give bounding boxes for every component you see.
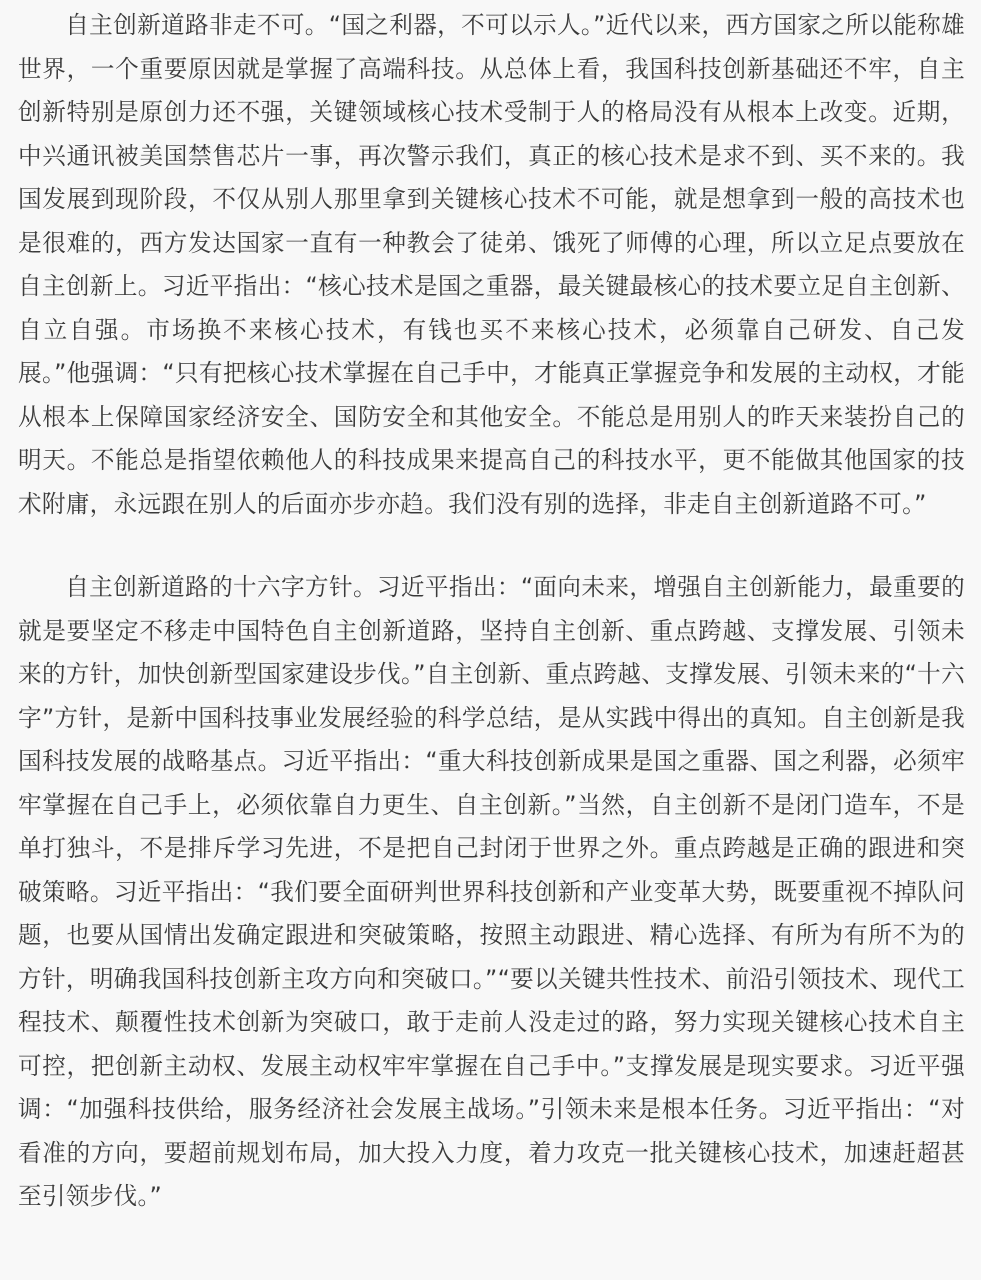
paragraph-1: 自主创新道路非走不可。“国之利器，不可以示人。”近代以来，西方国家之所以能称雄世界，一个重要原因就是掌握了高端科技。从总体上看，我国科技创新基础还不牢，自主创新特别是原创力还不强，关键领域核心技术受制于人的格局没有从根本上改变。近期，中兴通讯被美国禁售芯片一事，再次警示我们，真正的核心技术是求不到、买不来的。我国发展到现阶段，不仅从别人那里拿到关键核心技术不可能，就是想拿到一般的高技术也是很难的，西方发达国家一直有一种教会了徒弟、饿死了师傅的心理，所以立足点要放在自主创新上。习近平指出：“核心技术是国之重器，最关键最核心的技术要立足自主创新、自立自强。市场换不来核心技术，有钱也买不来核心技术，必须靠自己研发、自己发展。”他强调：“只有把核心技术掌握在自己手中，才能真正掌握竞争和发展的主动权，才能从根本上保障国家经济安全、国防安全和其他安全。不能总是用别人的昨天来装扮自己的明天。不能总是指望依赖他人的科技成果来提高自己的科技水平，更不能做其他国家的技术附庸，永远跟在别人的后面亦步亦趋。我们没有别的选择，非走自主创新道路不可。” bbox=[18, 11, 965, 518]
paragraph-2: 自主创新道路的十六字方针。习近平指出：“面向未来，增强自主创新能力，最重要的就是要坚定不移走中国特色自主创新道路，坚持自主创新、重点跨越、支撑发展、引领未来的方针，加快创新型国家建设步伐。”自主创新、重点跨越、支撑发展、引领未来的“十六字”方针，是新中国科技事业发展经验的科学总结，是从实践中得出的真知。自主创新是我国科技发展的战略基点。习近平指出：“重大科技创新成果是国之重器、国之利器，必须牢牢掌握在自己手上，必须依靠自力更生、自主创新。”当然，自主创新不是闭门造车，不是单打独斗，不是排斥学习先进，不是把自己封闭于世界之外。重点跨越是正确的跟进和突破策略。习近平指出：“我们要全面研判世界科技创新和产业变革大势，既要重视不掉队问题，也要从国情出发确定跟进和突破策略，按照主动跟进、精心选择、有所为有所不为的方针，明确我国科技创新主攻方向和突破口。”“要以关键共性技术、前沿引领技术、现代工程技术、颠覆性技术创新为突破口，敢于走前人没走过的路，努力实现关键核心技术自主可控，把创新主动权、发展主动权牢牢掌握在自己手中。”支撑发展是现实要求。习近平强调：“加强科技供给，服务经济社会发展主战场。”引领未来是根本任务。习近平指出：“对看准的方向，要超前规划布局，加大投入力度，着力攻克一批关键核心技术，加速赶超甚至引领步伐。” bbox=[18, 573, 965, 1210]
